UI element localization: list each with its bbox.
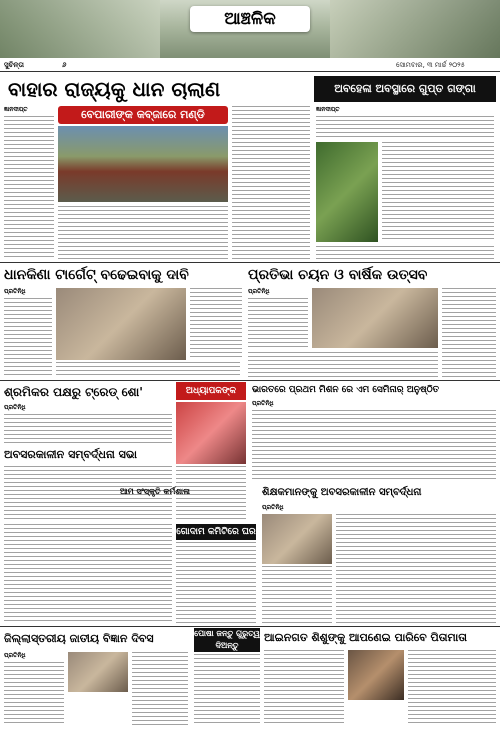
article-body bbox=[4, 116, 54, 260]
article-body bbox=[176, 542, 256, 624]
article-body bbox=[408, 650, 496, 726]
article-body bbox=[336, 514, 496, 624]
section-title: ଆଞ୍ଚଳିକ bbox=[190, 6, 310, 32]
meeting-photo bbox=[56, 288, 186, 360]
article-body bbox=[4, 662, 64, 726]
teachers-photo bbox=[262, 514, 332, 564]
masthead-banner bbox=[0, 0, 500, 58]
byline-talent: ପ୍ରତିନିଧି bbox=[248, 288, 270, 295]
article-body bbox=[190, 288, 242, 360]
headline-target: ଧାନକିଣା ଟାର୍ଗେଟ୍ ବଢେଇବାକୁ ଦାବି bbox=[4, 267, 189, 283]
truck-photo bbox=[58, 126, 228, 202]
headline-teachers: ଶିକ୍ଷକମାନଙ୍କୁ ଅବସରକାଳୀନ ସମ୍ବର୍ଦ୍ଧନା bbox=[262, 487, 422, 498]
headline-cold: ଗୋଦାମ କମିଟିରେ ଘର bbox=[176, 524, 256, 540]
headline-tourism: ଅବହେଳା ଅବସ୍ଥାରେ ଗୁପ୍ତ ଗଙ୍ଗା bbox=[314, 76, 496, 102]
article-body bbox=[248, 352, 438, 378]
byline-teachers: ପ୍ରତିନିଧି bbox=[262, 504, 284, 511]
article-body bbox=[252, 410, 496, 480]
byline-seminar: ପ୍ରତିନିଧି bbox=[252, 400, 274, 407]
function-photo bbox=[312, 288, 438, 348]
dateline bbox=[0, 60, 500, 72]
article-body bbox=[382, 142, 494, 242]
divider bbox=[0, 380, 500, 381]
article-body bbox=[58, 206, 228, 260]
article-body bbox=[264, 650, 344, 726]
masthead-photo-right bbox=[330, 0, 500, 58]
headline-worker: ଶ୍ରମିକର ପକ୍ଷରୁ ଟ୍ରେଡ୍ ଶୋ' bbox=[4, 385, 143, 399]
paper-name: ସୁଚିନ୍ତା bbox=[4, 61, 24, 69]
byline-tourism: ଜ୍ଞାନଦୀପ୍ତ bbox=[316, 106, 340, 113]
issue-date: ସୋମବାର, ୩ ମାର୍ଚ୍ଚ ୨୦୨୫ bbox=[396, 61, 466, 69]
article-body bbox=[4, 524, 172, 624]
science-photo bbox=[68, 652, 128, 692]
byline-worker: ପ୍ରତିନିଧି bbox=[4, 404, 26, 411]
article-body bbox=[194, 654, 260, 726]
article-body bbox=[4, 298, 52, 378]
headline-seminar: ଭାରତରେ ପ୍ରଥମ ମିଶନ ରେ ଏମ ସେମିନାର୍ ଅନୁଷ୍ଠିତ bbox=[252, 385, 440, 395]
divider bbox=[0, 262, 500, 263]
article-body bbox=[442, 288, 496, 378]
headline-paddy: ବାହାର ରାଜ୍ୟକୁ ଧାନ ଚାଲାଣ bbox=[8, 77, 221, 101]
headline-fodder: ପୋଷା ଜନ୍ତୁ ଗୁରୁତ୍ୱ ଦିଅନ୍ତୁ bbox=[194, 629, 260, 650]
headline-awareness: ଅବସରକାଳୀନ ସମ୍ବର୍ଦ୍ଧନା ସଭା bbox=[4, 448, 138, 461]
byline-target: ପ୍ରତିନିଧି bbox=[4, 288, 26, 295]
child-photo bbox=[348, 650, 404, 700]
article-body bbox=[262, 566, 332, 624]
article-body bbox=[316, 116, 494, 140]
byline-science: ପ୍ରତିନିଧି bbox=[4, 652, 26, 659]
headline-talent: ପ୍ରତିଭା ଚୟନ ଓ ବାର୍ଷିକ ଉତ୍ସବ bbox=[248, 267, 428, 283]
page-number: ୬ bbox=[62, 61, 67, 69]
article-body bbox=[56, 362, 240, 378]
article-body bbox=[248, 298, 308, 348]
article-body bbox=[132, 652, 188, 726]
article-body bbox=[316, 246, 494, 260]
headline-children: ଆଇନଗତ ଶିଶୁଙ୍କୁ ଆପଣେଇ ପାରିବେ ପିତାମାତା bbox=[264, 631, 467, 644]
article-body bbox=[4, 414, 172, 444]
event-photo bbox=[176, 402, 246, 464]
byline-paddy: ଜ୍ଞାନଦୀପ୍ତ bbox=[4, 106, 28, 113]
masthead-photo-left bbox=[0, 0, 160, 58]
forest-photo bbox=[316, 142, 378, 242]
subhead-paddy: ବେପାରୀଙ୍କ କବ୍ଜାରେ ମଣ୍ଡି bbox=[58, 106, 228, 124]
article-body bbox=[232, 106, 310, 260]
headline-culture: ଆମ ସଂସ୍କୃତି କର୍ମଶାଳା bbox=[120, 487, 190, 496]
headline-science: ଜିଲ୍ଲାସ୍ତରୀୟ ଜାତୀୟ ବିଜ୍ଞାନ ଦିବସ bbox=[4, 632, 154, 645]
divider bbox=[0, 626, 500, 627]
headline-birthday: ଅଧ୍ୟାପକଙ୍କ bbox=[176, 382, 246, 400]
